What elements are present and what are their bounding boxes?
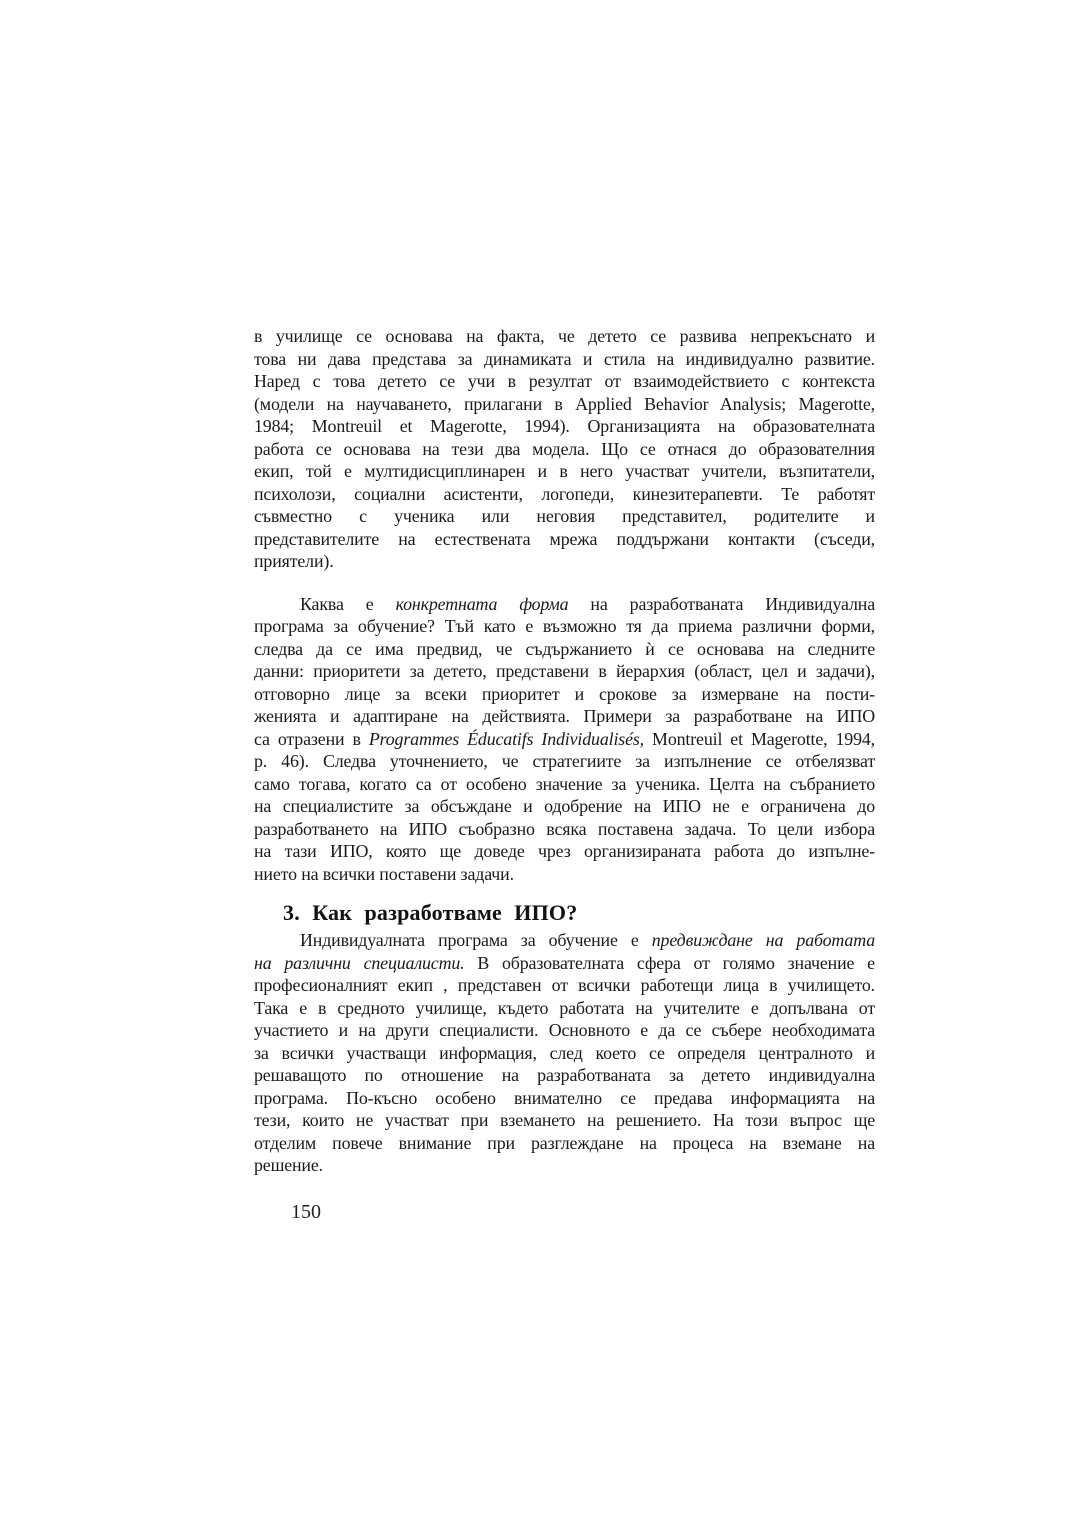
text-segment: Индивидуалната програма за обучение е: [300, 930, 652, 950]
text-line: [254, 773, 875, 796]
italic-text: конкретната форма: [395, 593, 569, 614]
text-line: [254, 615, 875, 638]
text-segment: в училище се основава на факта, че детето се развива непрекъснато и: [254, 326, 875, 346]
text-line: [254, 840, 875, 863]
text-line: [254, 370, 875, 393]
text-segment: Така е в средното училище, където работата на учителите е допълвана от: [254, 997, 875, 1018]
text-segment: съвместно с ученика или неговия представител, родителите и: [254, 506, 875, 526]
text-line: [254, 952, 875, 975]
text-segment: нието на всички поставени задачи.: [254, 863, 514, 884]
text-line: [254, 683, 875, 706]
text-segment: работа се основава на тези два модела. Що се отнася до образователния: [254, 438, 875, 459]
text-segment: Montreuil et Magerotte, 1994,: [644, 728, 875, 749]
text-line: [254, 1109, 875, 1132]
text-line: [254, 1087, 875, 1110]
text-line: [254, 660, 875, 683]
text-segment: програма. По-късно особено внимателно се предава информацията на: [254, 1087, 875, 1108]
text-segment: разработването на ИПО съобразно всяка поставена задача. То цели избора: [254, 818, 875, 839]
text-segment: психолози, социални асистенти, логопеди, кинезитерапевти. Те работят: [254, 483, 875, 504]
text-segment: това ни дава представа за динамиката и стила на индивидуално развитие.: [254, 348, 875, 369]
text-line: [254, 1042, 875, 1065]
text-segment: екип, той е мултидисциплинарен и в него участват учители, възпитатели,: [254, 461, 875, 481]
text-line: [254, 818, 875, 841]
paragraph: [254, 325, 875, 573]
text-line: [254, 750, 875, 773]
italic-text: предвиждане на работата: [651, 930, 875, 950]
text-line: [254, 325, 875, 348]
text-line: [254, 863, 875, 886]
text-line: [254, 348, 875, 371]
text-segment: са отразени в: [254, 728, 369, 749]
text-line: [254, 974, 875, 997]
text-segment: само тогава, когато са от особено значение за ученика. Целта на събранието: [254, 773, 875, 794]
text-line: [254, 550, 875, 573]
text-segment: отговорно лице за всеки приоритет и срокове за измерване на пости-: [254, 683, 875, 704]
text-segment: решаващото по отношение на разработваната за детето индивидуална: [254, 1065, 875, 1085]
text-segment: на тази ИПО, която ще доведе чрез организираната работа до изпълне-: [254, 841, 875, 861]
text-segment: Каква е: [300, 593, 396, 614]
text-line: [254, 997, 875, 1020]
text-line: [254, 638, 875, 661]
paragraph: [254, 593, 875, 886]
text-line: [254, 728, 875, 751]
text-segment: решение.: [254, 1155, 323, 1175]
italic-text: на различни специалисти.: [254, 952, 465, 973]
section-heading: 3. Как разработваме ИПО?: [283, 900, 578, 925]
text-segment: данни: приоритети за детето, представени в йерархия (област, цел и задачи),: [254, 661, 875, 681]
text-segment: на разработваната Индивидуална: [568, 593, 876, 614]
text-line: [254, 929, 875, 952]
text-line: [254, 705, 875, 728]
text-line: [254, 505, 875, 528]
text-line: [254, 1019, 875, 1042]
text-segment: женията и адаптиране на действията. Примери за разработване на ИПО: [254, 706, 875, 726]
text-line: [254, 438, 875, 461]
text-segment: участието и на други специалисти. Основното е да се събере необходимата: [254, 1020, 875, 1040]
text-line: [254, 593, 875, 616]
text-segment: програма за обучение? Тъй като е възможно тя да приема различни форми,: [254, 616, 875, 636]
italic-text: Programmes Éducatifs Individualisés,: [368, 728, 645, 749]
text-segment: представителите на естествената мрежа поддържани контакти (съседи,: [254, 528, 875, 549]
text-segment: следва да се има предвид, че съдържанието ѝ се основава на следните: [254, 638, 875, 659]
text-line: [254, 415, 875, 438]
text-segment: (модели на научаването, прилагани в Applied Behavior Analysis; Magerotte,: [254, 393, 875, 414]
text-segment: отделим повече внимание при разглеждане на процеса на вземане на: [254, 1132, 875, 1153]
text-line: [254, 795, 875, 818]
text-segment: на специалистите за обсъждане и одобрение на ИПО не е ограничена до: [254, 796, 875, 816]
text-line: [254, 528, 875, 551]
text-line: [254, 1064, 875, 1087]
text-segment: приятели).: [254, 551, 334, 571]
text-segment: за всички участващи информация, след което се определя централното и: [254, 1042, 875, 1063]
paragraph: [254, 929, 875, 1177]
text-line: [254, 1132, 875, 1155]
text-segment: тези, които не участват при вземането на решението. На този въпрос ще: [254, 1110, 875, 1130]
text-line: [254, 460, 875, 483]
page-number: 150: [291, 1201, 321, 1223]
text-segment: p. 46). Следва уточнението, че стратегиите за изпълнение се отбелязват: [254, 751, 875, 771]
text-line: [254, 393, 875, 416]
text-segment: професионалният екип , представен от всички работещи лица в училището.: [254, 975, 875, 995]
text-segment: Наред с това детето се учи в резултат от взаимодействието с контекста: [254, 371, 875, 391]
text-line: [254, 483, 875, 506]
text-line: [254, 1154, 875, 1177]
text-segment: 1984; Montreuil et Magerotte, 1994). Организацията на образователната: [254, 416, 875, 436]
text-segment: В образователната сфера от голямо значение е: [464, 952, 875, 973]
text-block: [254, 325, 875, 1177]
